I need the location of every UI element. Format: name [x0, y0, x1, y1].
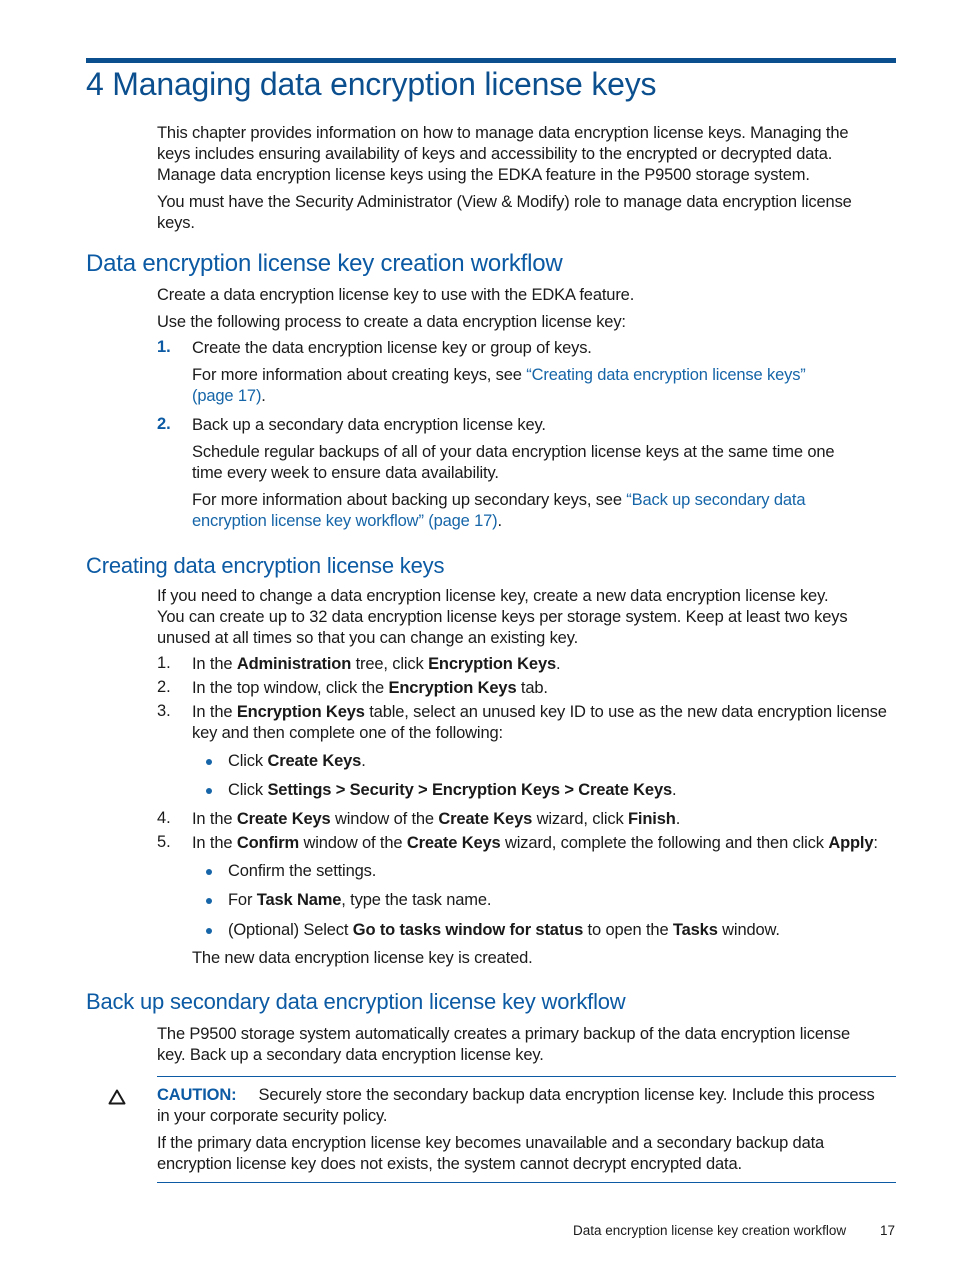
step-number: 1. — [157, 654, 171, 672]
text: . — [672, 781, 677, 799]
ui-term: Go to tasks window for status — [352, 921, 584, 939]
caution-top-rule — [157, 1076, 896, 1077]
ui-term: Encryption Keys — [428, 655, 557, 673]
intro-p1-line: Manage data encryption license keys using the EDKA feature in the P9500 storage system. — [157, 166, 810, 184]
text: Click — [228, 752, 268, 770]
text: In the — [192, 703, 237, 721]
workflow-step-1-more — [192, 365, 902, 407]
workflow-paragraph-2: Use the following process to create a data encryption license key: — [157, 313, 626, 331]
text: In the — [192, 655, 237, 673]
ui-term: Apply — [828, 834, 874, 852]
ui-term: Tasks — [672, 921, 718, 939]
text: window. — [717, 921, 780, 939]
step-3-bullet-1 — [228, 751, 366, 772]
step-number: 2. — [157, 678, 171, 696]
text: to open the — [583, 921, 673, 939]
creating-intro-line: If you need to change a data encryption license key, create a new data encryption license key. — [157, 587, 829, 605]
chapter-top-rule — [86, 58, 896, 63]
workflow-step-2-more — [192, 490, 902, 532]
caution-paragraph-2 — [157, 1133, 902, 1175]
step-5-result: The new data encryption license key is created. — [192, 949, 533, 967]
text: : — [873, 834, 878, 852]
creating-intro-line: You can create up to 32 data encryption license keys per storage system. Keep at least two keys — [157, 608, 848, 626]
creating-keys-link[interactable]: “Creating data encryption license keys” — [526, 366, 806, 384]
workflow-paragraph-1: Create a data encryption license key to use with the EDKA feature. — [157, 286, 635, 304]
backup-paragraph — [157, 1024, 902, 1066]
period: . — [261, 387, 266, 405]
caution-label: CAUTION: — [157, 1086, 237, 1104]
workflow-heading: Data encryption license key creation workflow — [86, 250, 563, 277]
intro-p2-line: keys. — [157, 214, 195, 232]
workflow-step-2-text: Back up a secondary data encryption license key. — [192, 416, 546, 434]
creating-step-3 — [192, 702, 902, 744]
text: wizard, click — [532, 810, 628, 828]
caution-text: in your corporate security policy. — [157, 1107, 388, 1125]
creating-heading: Creating data encryption license keys — [86, 553, 445, 578]
text: Click — [228, 781, 268, 799]
detail-line: time every week to ensure data availability. — [192, 464, 499, 482]
creating-keys-page-link[interactable]: (page 17) — [192, 387, 262, 405]
bullet-icon — [206, 898, 212, 904]
text: tree, click — [351, 655, 429, 673]
bullet-icon — [206, 759, 212, 765]
text: In the — [192, 834, 237, 852]
backup-workflow-page-link[interactable]: encryption license key workflow” (page 17) — [192, 512, 498, 530]
more-info-text: For more information about creating keys, see — [192, 366, 527, 384]
caution-text: If the primary data encryption license key becomes unavailable and a secondary backup data — [157, 1134, 825, 1152]
bullet-icon — [206, 928, 212, 934]
footer-page-number: 17 — [880, 1223, 896, 1238]
intro-p1-line: This chapter provides information on how to manage data encryption license keys. Managing the — [157, 124, 849, 142]
text: In the top window, click the — [192, 679, 389, 697]
text: tab. — [516, 679, 548, 697]
chapter-title: 4 Managing data encryption license keys — [86, 66, 657, 102]
ui-term: Encryption Keys — [388, 679, 517, 697]
caution-text: encryption license key does not exists, the system cannot decrypt encrypted data. — [157, 1155, 742, 1173]
ui-term: Confirm — [236, 834, 300, 852]
text: wizard, complete the following and then click — [500, 834, 829, 852]
workflow-step-number: 2. — [157, 415, 171, 433]
step-5-bullet-3 — [228, 920, 780, 941]
detail-line: Schedule regular backups of all of your data encryption license keys at the same time one — [192, 443, 835, 461]
ui-term: Create Keys — [236, 810, 331, 828]
creating-intro-line: unused at all times so that you can change an existing key. — [157, 629, 579, 647]
backup-workflow-link[interactable]: “Back up secondary data — [626, 491, 806, 509]
backup-line: The P9500 storage system automatically creates a primary backup of the data encryption license — [157, 1025, 851, 1043]
creating-intro — [157, 586, 902, 649]
creating-step-5 — [192, 833, 878, 854]
text: . — [361, 752, 366, 770]
text: In the — [192, 810, 237, 828]
step-number: 4. — [157, 809, 171, 827]
text: For — [228, 891, 257, 909]
backup-line: key. Back up a secondary data encryption license key. — [157, 1046, 544, 1064]
text: table, select an unused key ID to use as the new data encryption license — [364, 703, 887, 721]
workflow-step-number: 1. — [157, 338, 171, 356]
step-number: 5. — [157, 833, 171, 851]
caution-text: Securely store the secondary backup data encryption license key. Include this process — [258, 1086, 875, 1104]
backup-heading: Back up secondary data encryption license key workflow — [86, 989, 626, 1014]
ui-term: Settings > Security > Encryption Keys > Create Keys — [267, 781, 672, 799]
ui-term: Task Name — [256, 891, 342, 909]
text: , type the task name. — [341, 891, 492, 909]
step-3-bullet-2 — [228, 780, 676, 801]
bullet-icon — [206, 869, 212, 875]
text: (Optional) Select — [228, 921, 353, 939]
ui-term: Create Keys — [406, 834, 501, 852]
ui-term: Administration — [236, 655, 352, 673]
warning-triangle-icon — [108, 1089, 126, 1105]
ui-term: Finish — [628, 810, 676, 828]
creating-step-4 — [192, 809, 680, 830]
text: key and then complete one of the following: — [192, 724, 503, 742]
caution-bottom-rule — [157, 1182, 896, 1183]
bullet-icon — [206, 788, 212, 794]
creating-step-2 — [192, 678, 548, 699]
creating-step-1 — [192, 654, 560, 675]
footer-section-title: Data encryption license key creation workflow — [573, 1223, 847, 1238]
intro-paragraph-1 — [157, 123, 902, 186]
intro-p1-line: keys includes ensuring availability of keys and accessibility to the encrypted or decrypted data. — [157, 145, 833, 163]
period: . — [497, 512, 502, 530]
text: window of the — [330, 810, 439, 828]
caution-block — [157, 1085, 902, 1127]
intro-paragraph-2 — [157, 192, 902, 234]
text: . — [675, 810, 681, 828]
intro-p2-line: You must have the Security Administrator (View & Modify) role to manage data encryption license — [157, 193, 852, 211]
text: . — [556, 655, 561, 673]
workflow-step-1-text: Create the data encryption license key or group of keys. — [192, 339, 592, 357]
text: window of the — [299, 834, 407, 852]
workflow-step-2-detail — [192, 442, 902, 484]
step-5-bullet-2 — [228, 890, 491, 911]
step-5-bullet-1: Confirm the settings. — [228, 862, 377, 880]
ui-term: Create Keys — [267, 752, 362, 770]
ui-term: Create Keys — [438, 810, 533, 828]
more-info-text: For more information about backing up secondary keys, see — [192, 491, 627, 509]
step-number: 3. — [157, 702, 171, 720]
ui-term: Encryption Keys — [236, 703, 365, 721]
